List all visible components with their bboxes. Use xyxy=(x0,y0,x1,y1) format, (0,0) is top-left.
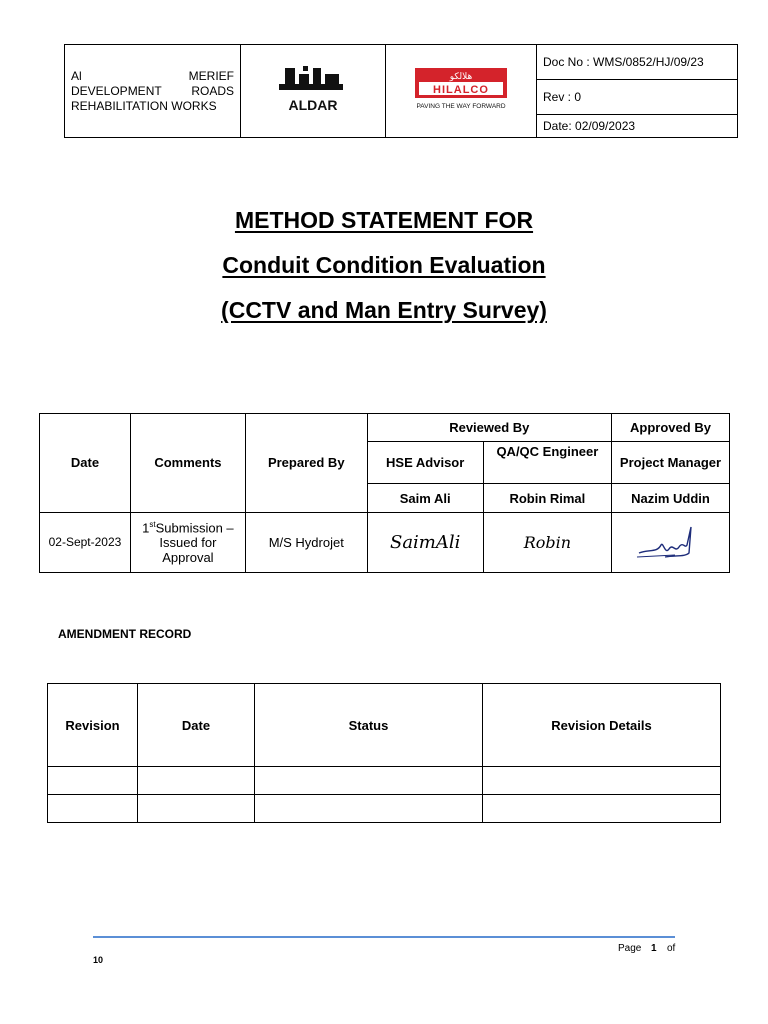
project-manager-header: Project Manager xyxy=(611,442,729,484)
document-date: Date: 02/09/2023 xyxy=(537,115,738,138)
project-name: Al MERIEF DEVELOPMENT ROADS REHABILITATION WORKS xyxy=(65,45,241,138)
title-line-2: Conduit Condition Evaluation xyxy=(222,252,546,278)
col-revision: Revision xyxy=(48,684,138,767)
page-label: Page xyxy=(618,943,642,954)
row-comment: 1stSubmission – Issued for Approval xyxy=(130,512,245,572)
footer-divider xyxy=(93,936,675,938)
col-date: Date xyxy=(40,414,131,513)
qaqc-header: QA/QC Engineer xyxy=(483,442,611,484)
pm-signature xyxy=(611,512,729,572)
col-prepared-by: Prepared By xyxy=(245,414,367,513)
header-table xyxy=(64,44,738,138)
approved-by-header: Approved By xyxy=(611,414,729,442)
hilalco-logo-mark xyxy=(413,66,509,112)
table-row xyxy=(48,795,721,823)
page-number: 1 xyxy=(651,943,657,954)
page-total: 10 xyxy=(93,955,104,965)
hilalco-name-text: HILALCO xyxy=(433,83,489,96)
review-table xyxy=(39,413,730,573)
table-row xyxy=(48,767,721,795)
qaqc-signature-text: Robin xyxy=(523,532,572,552)
title-line-3: (CCTV and Man Entry Survey) xyxy=(221,297,547,323)
aldar-logo xyxy=(241,45,386,138)
hilalco-logo xyxy=(386,45,537,138)
col-comments: Comments xyxy=(130,414,245,513)
row-date: 02-Sept-2023 xyxy=(40,512,131,572)
pm-signature-mark xyxy=(635,519,705,563)
title-line-1: METHOD STATEMENT FOR xyxy=(234,207,534,233)
qaqc-signature xyxy=(483,512,611,572)
col-revision-details: Revision Details xyxy=(483,684,721,767)
aldar-logo-text: ALDAR xyxy=(288,96,338,113)
page-of-label: of xyxy=(667,943,676,954)
aldar-logo-mark xyxy=(273,64,353,114)
pm-name: Nazim Uddin xyxy=(611,484,729,512)
hilalco-arabic-text: هلالكو xyxy=(449,71,473,82)
hse-name: Saim Ali xyxy=(367,484,483,512)
qaqc-name: Robin Rimal xyxy=(483,484,611,512)
hilalco-tagline: PAVING THE WAY FORWARD xyxy=(416,102,506,110)
col-status: Status xyxy=(255,684,483,767)
hse-signature-text: SaimAli xyxy=(389,531,461,553)
amendment-table xyxy=(47,683,721,823)
row-prepared-by: M/S Hydrojet xyxy=(245,512,367,572)
revision-number: Rev : 0 xyxy=(537,80,738,115)
amendment-heading: AMENDMENT RECORD xyxy=(58,627,192,641)
col-amend-date: Date xyxy=(138,684,255,767)
doc-number: Doc No : WMS/0852/HJ/09/23 xyxy=(537,45,738,80)
hse-signature xyxy=(367,512,483,572)
reviewed-by-header: Reviewed By xyxy=(367,414,611,442)
hse-advisor-header: HSE Advisor xyxy=(367,442,483,484)
